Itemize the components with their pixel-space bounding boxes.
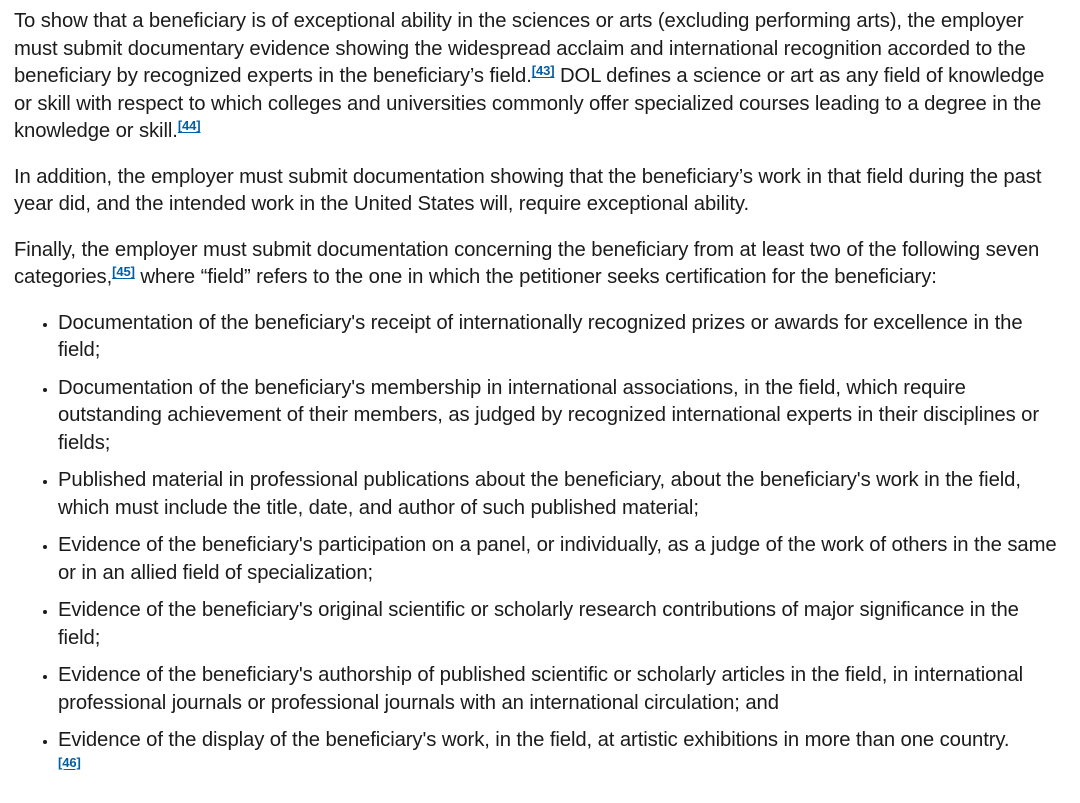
evidence-categories-list	[14, 310, 1066, 783]
list-item-published-material	[58, 467, 1066, 522]
paragraph-work-documentation	[14, 164, 1066, 219]
list-item-text: Published material in professional publications about the beneficiary, about the beneficiary's work in the field, which must include the title, date, and author of such published material;	[58, 469, 1021, 519]
list-item-research-contributions	[58, 597, 1066, 652]
list-item-prizes-awards	[58, 310, 1066, 365]
footnote-link-43[interactable]: [43]	[531, 63, 555, 79]
paragraph-text: In addition, the employer must submit documentation showing that the beneficiary’s work in that field during the past year did, and the intended work in the United States will, require exceptional ability.	[14, 165, 1042, 215]
list-item-text: Evidence of the beneficiary's authorship of published scientific or scholarly articles in the field, in international professional journals or professional journals with an international circulation; and	[58, 664, 1024, 714]
footnote-link-44[interactable]: [44]	[177, 118, 201, 134]
paragraph-text: To show that a beneficiary is of exceptional ability in the sciences or arts (excluding performing arts), the employer must submit documentary evidence showing the widespread acclaim and international recognition accorded to the beneficiary by recognized experts in the beneficiary’s field.	[14, 10, 1026, 87]
footnote-link-46[interactable]: [46]	[58, 754, 81, 770]
list-item-text: Evidence of the display of the beneficiary's work, in the field, at artistic exhibitions in more than one country.	[58, 729, 1010, 751]
list-item-judge-participation	[58, 532, 1066, 587]
paragraph-text: where “field” refers to the one in which the petitioner seeks certification for the beneficiary:	[134, 266, 937, 288]
footnote-link-45[interactable]: [45]	[112, 264, 135, 280]
list-item-authorship	[58, 662, 1066, 717]
list-item-text: Documentation of the beneficiary's receipt of internationally recognized prizes or awards for excellence in the field;	[58, 311, 1023, 361]
list-item-text: Evidence of the beneficiary's original scientific or scholarly research contributions of major significance in the field;	[58, 599, 1019, 649]
paragraph-text: DOL defines a science or art as any field of knowledge or skill with respect to which colleges and universities commonly offer specialized courses leading to a degree in the knowledge or skill.	[14, 65, 1045, 142]
paragraph-exceptional-ability-evidence	[14, 8, 1066, 146]
list-item-association-membership	[58, 375, 1066, 458]
list-item-artistic-exhibitions	[58, 727, 1066, 782]
list-item-text: Evidence of the beneficiary's participation on a panel, or individually, as a judge of the work of others in the same or in an allied field of specialization;	[58, 534, 1057, 584]
paragraph-text: Finally, the employer must submit documentation concerning the beneficiary from at least two of the following seven categories,	[14, 238, 1040, 288]
paragraph-seven-categories-intro	[14, 237, 1066, 292]
list-item-text: Documentation of the beneficiary's membership in international associations, in the field, which require outstanding achievement of their members, as judged by recognized international experts in their disciplines or fields;	[58, 376, 1039, 454]
